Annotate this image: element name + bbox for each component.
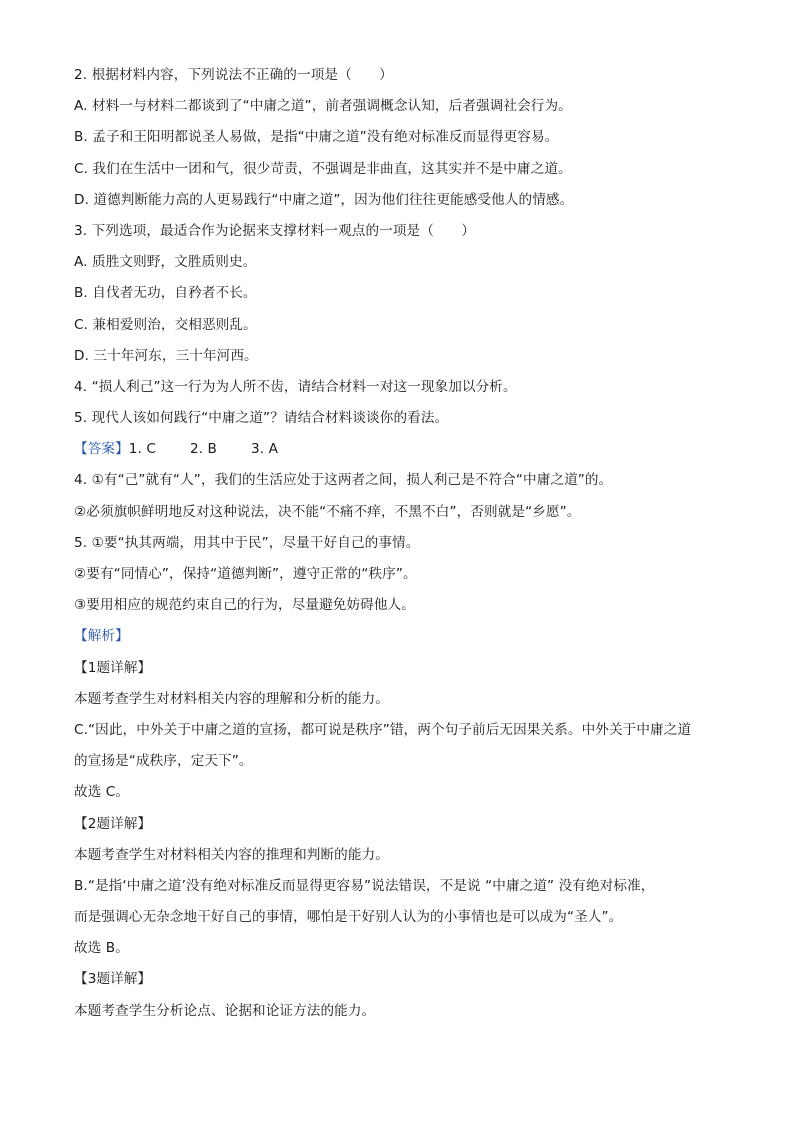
question-2-option-a: A. 材料一与材料二都谈到了“中庸之道”，前者强调概念认知，后者强调社会行为。 bbox=[74, 98, 572, 115]
detail-1-body-2: 的宣扬是“成秩序，定天下”。 bbox=[74, 753, 253, 770]
question-3-option-d: D. 三十年河东，三十年河西。 bbox=[74, 347, 258, 364]
analysis-label: 【解析】 bbox=[74, 628, 129, 645]
detail-1-choice: 故选 C。 bbox=[74, 784, 130, 801]
answer-5-part-2: ②要有“同情心”，保持“道德判断”，遵守正常的“秩序”。 bbox=[74, 566, 417, 582]
answer-label: 【答案】 bbox=[74, 441, 129, 458]
detail-1-intro: 本题考查学生对材料相关内容的理解和分析的能力。 bbox=[74, 690, 389, 707]
detail-2-body-2: 而是强调心无杂念地干好自己的事情，哪怕是干好别人认为的小事情也是可以成为“圣人”。 bbox=[74, 909, 623, 926]
question-3-option-c: C. 兼相爱则治，交相恶则乱。 bbox=[74, 316, 257, 333]
answer-1: 1. C bbox=[128, 441, 156, 458]
document-page bbox=[74, 64, 734, 1031]
answer-4-part-1: 4. ①有“己”就有“人”，我们的生活应处于这两者之间，损人利己是不符合“中庸之道”的。 bbox=[74, 472, 613, 489]
question-2-option-c: C. 我们在生活中一团和气，很少苛责，不强调是非曲直，这其实并不是中庸之道。 bbox=[74, 160, 572, 177]
detail-2-body-1: B.“是指‘中庸之道’没有绝对标准反而显得更容易”说法错误，不是说 “中庸之道” 没有绝对标准， bbox=[74, 877, 655, 894]
answer-5-part-3: ③要用相应的规范约束自己的行为，尽量避免妨碍他人。 bbox=[74, 597, 415, 614]
question-3-option-b: B. 自伐者无功，自矜者不长。 bbox=[74, 285, 257, 302]
answer-5-part-1: 5. ①要“执其两端，用其中于民”，尽量干好自己的事情。 bbox=[74, 534, 420, 551]
answer-4-part-2: ②必须旗帜鲜明地反对这种说法，决不能“不痛不痒，不黑不白”，否则就是“乡愿”。 bbox=[74, 503, 581, 520]
detail-1-heading: 【1题详解】 bbox=[74, 659, 152, 676]
question-2-option-b: B. 孟子和王阳明都说圣人易做，是指“中庸之道”没有绝对标准反而显得更容易。 bbox=[74, 129, 559, 146]
question-2: 2. 根据材料内容，下列说法不正确的一项是（ ） bbox=[74, 67, 393, 83]
question-3: 3. 下列选项，最适合作为论据来支撑材料一观点的一项是（ ） bbox=[74, 222, 476, 239]
detail-1-body-1: C.“因此，中外关于中庸之道的宣扬，都可说是秩序”错，两个句子前后无因果关系。中外关于中庸之道 bbox=[74, 721, 692, 738]
question-3-option-a: A. 质胜文则野，文胜质则史。 bbox=[74, 254, 257, 271]
answer-line bbox=[74, 438, 734, 469]
detail-3-intro: 本题考查学生分析论点、论据和论证方法的能力。 bbox=[74, 1002, 376, 1019]
detail-3-heading: 【3题详解】 bbox=[74, 971, 152, 988]
question-2-option-d: D. 道德判断能力高的人更易践行“中庸之道”，因为他们往往更能感受他人的情感。 bbox=[74, 191, 574, 208]
question-5: 5. 现代人该如何践行“中庸之道”？请结合材料谈谈你的看法。 bbox=[74, 410, 449, 427]
detail-2-intro: 本题考查学生对材料相关内容的推理和判断的能力。 bbox=[74, 846, 389, 863]
detail-2-heading: 【2题详解】 bbox=[74, 815, 152, 832]
detail-2-choice: 故选 B。 bbox=[74, 940, 129, 957]
question-4: 4. “损人利己”这一行为为人所不齿，请结合材料一对这一现象加以分析。 bbox=[74, 378, 517, 395]
answer-3: 3. A bbox=[251, 441, 278, 458]
answer-2: 2. B bbox=[189, 441, 217, 458]
